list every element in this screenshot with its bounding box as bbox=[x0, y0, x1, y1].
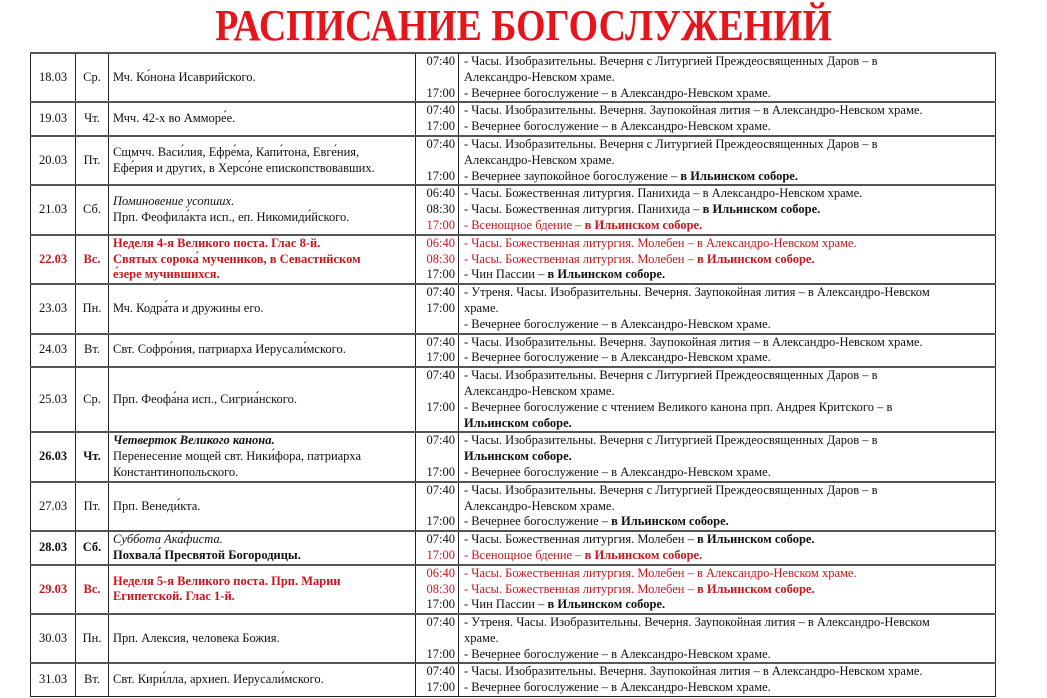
commemoration-line: Прп. Алексия, человека Божия. bbox=[113, 630, 280, 645]
service-time: 08:30 bbox=[426, 251, 455, 266]
row-services bbox=[459, 367, 996, 432]
row-commemoration bbox=[109, 102, 416, 136]
row-date: 31.03 bbox=[31, 663, 76, 696]
schedule-row bbox=[31, 185, 996, 234]
row-commemoration bbox=[109, 663, 416, 696]
service-time: 17:00 bbox=[426, 514, 455, 529]
row-times bbox=[416, 663, 459, 696]
row-services bbox=[459, 482, 996, 531]
service-time: 07:40 bbox=[426, 664, 455, 679]
row-services bbox=[459, 284, 996, 333]
commemoration-line: Мчч. 42-х во Амморе́е. bbox=[113, 111, 236, 126]
service-line: - Вечернее богослужение – в Александро-Невском храме. bbox=[464, 464, 771, 479]
row-commemoration bbox=[109, 185, 416, 234]
commemoration-line: Поминовение усопших. bbox=[113, 194, 235, 209]
row-services bbox=[459, 614, 996, 663]
location-emphasis: в Ильинском соборе. bbox=[611, 514, 729, 529]
commemoration-line: Сщмчч. Васи́лия, Ефре́ма, Капи́тона, Евге́ния, bbox=[113, 144, 360, 159]
location-emphasis: в Ильинском соборе. bbox=[584, 217, 703, 232]
service-line: Александро-Невском храме. bbox=[464, 383, 615, 398]
service-line: - Всенощное бдение – в Ильинском соборе. bbox=[464, 217, 703, 232]
location-emphasis: в Ильинском соборе. bbox=[702, 202, 821, 217]
row-weekday: Пт. bbox=[76, 482, 109, 531]
commemoration-line: Святых сорока́ мучеников, в Севастийском bbox=[113, 251, 361, 266]
service-line: - Часы. Изобразительны. Вечерня с Литургией Преждеосвященных Даров – в bbox=[464, 482, 878, 497]
row-services bbox=[459, 235, 996, 284]
service-time: 17:00 bbox=[426, 597, 455, 612]
service-line: Ильинском соборе. bbox=[464, 415, 572, 430]
row-date: 27.03 bbox=[31, 482, 76, 531]
commemoration-line: е́зере мучившихся. bbox=[113, 267, 220, 282]
row-date: 22.03 bbox=[31, 235, 76, 284]
row-services bbox=[459, 565, 996, 614]
row-services bbox=[459, 136, 996, 185]
row-commemoration bbox=[109, 614, 416, 663]
row-commemoration bbox=[109, 367, 416, 432]
row-services bbox=[459, 102, 996, 136]
service-line: - Часы. Изобразительны. Вечерня с Литургией Преждеосвященных Даров – в bbox=[464, 136, 878, 151]
row-weekday: Ср. bbox=[76, 53, 109, 102]
service-time: 17:00 bbox=[426, 399, 455, 414]
service-time: 17:00 bbox=[426, 267, 455, 282]
row-weekday: Вт. bbox=[76, 334, 109, 368]
service-line: - Часы. Божественная литургия. Панихида – в Александро-Невском храме. bbox=[464, 186, 863, 201]
service-time bbox=[416, 153, 455, 169]
page-title: РАСПИСАНИЕ БОГОСЛУЖЕНИЙ bbox=[215, 1, 832, 50]
service-line: - Вечернее богослужение – в Александро-Невском храме. bbox=[464, 316, 771, 331]
service-time bbox=[416, 631, 455, 647]
service-time: 17:00 bbox=[426, 217, 455, 232]
service-line: - Вечернее богослужение – в Александро-Невском храме. bbox=[464, 119, 771, 134]
service-time: 06:40 bbox=[426, 235, 455, 250]
row-weekday: Чт. bbox=[76, 102, 109, 136]
service-time: 17:00 bbox=[426, 680, 455, 695]
schedule-row bbox=[31, 102, 996, 136]
row-commemoration bbox=[109, 136, 416, 185]
commemoration-line: Суббота Ака́фиста. bbox=[113, 532, 223, 547]
schedule-table bbox=[30, 52, 996, 697]
commemoration-line: Мч. Ко́нона Исаврийского. bbox=[113, 69, 256, 84]
schedule-row bbox=[31, 334, 996, 368]
row-date: 19.03 bbox=[31, 102, 76, 136]
service-line: - Вечернее богослужение – в Александро-Невском храме. bbox=[464, 350, 771, 365]
row-date: 20.03 bbox=[31, 136, 76, 185]
row-commemoration bbox=[109, 432, 416, 481]
commemoration-line: Прп. Феофила́кта исп., еп. Никомиди́йского. bbox=[113, 210, 350, 225]
row-services bbox=[459, 432, 996, 481]
schedule-row bbox=[31, 565, 996, 614]
row-date: 29.03 bbox=[31, 565, 76, 614]
service-time: 17:00 bbox=[426, 168, 455, 183]
row-weekday: Вс. bbox=[76, 235, 109, 284]
service-time: 17:00 bbox=[426, 646, 455, 661]
service-line: - Вечернее богослужение – в Александро-Невском храме. bbox=[464, 85, 771, 100]
commemoration-line: Свт. Кири́лла, архиеп. Иерусали́мского. bbox=[113, 672, 324, 687]
row-weekday: Пн. bbox=[76, 284, 109, 333]
service-time: 07:40 bbox=[426, 368, 455, 383]
service-line: - Часы. Изобразительны. Вечерня с Литургией Преждеосвященных Даров – в bbox=[464, 368, 878, 383]
row-services bbox=[459, 663, 996, 696]
service-line: Александро-Невском храме. bbox=[464, 69, 615, 84]
row-times bbox=[416, 565, 459, 614]
row-commemoration bbox=[109, 235, 416, 284]
service-time: 06:40 bbox=[426, 186, 455, 201]
service-line: - Всенощное бдение – в Ильинском соборе. bbox=[464, 547, 703, 562]
row-times bbox=[416, 235, 459, 284]
row-weekday: Пн. bbox=[76, 614, 109, 663]
service-time: 17:00 bbox=[426, 464, 455, 479]
service-time bbox=[416, 384, 455, 400]
row-commemoration bbox=[109, 482, 416, 531]
service-time: 07:40 bbox=[426, 54, 455, 68]
row-commemoration bbox=[109, 334, 416, 368]
service-line: - Часы. Изобразительны. Вечерня. Заупокойная лития – в Александро-Невском храме. bbox=[464, 103, 923, 118]
row-commemoration bbox=[109, 53, 416, 102]
row-weekday: Сб. bbox=[76, 185, 109, 234]
service-time: 07:40 bbox=[426, 482, 455, 497]
location-emphasis: в Ильинском соборе. bbox=[696, 251, 815, 266]
schedule-row bbox=[31, 482, 996, 531]
service-line: - Часы. Божественная литургия. Молебен – в Александро-Невском храме. bbox=[464, 235, 857, 250]
row-services bbox=[459, 53, 996, 102]
service-line: - Чин Пассии – в Ильинском соборе. bbox=[464, 597, 666, 612]
service-line: - Часы. Божественная литургия. Панихида – в Ильинском соборе. bbox=[464, 202, 821, 217]
row-weekday: Пт. bbox=[76, 136, 109, 185]
row-times bbox=[416, 102, 459, 136]
row-times bbox=[416, 284, 459, 333]
schedule-row bbox=[31, 432, 996, 481]
schedule-row bbox=[31, 531, 996, 565]
service-line: - Вечернее заупокойное богослужение – в Ильинском соборе. bbox=[464, 168, 798, 183]
service-line: Ильинском соборе. bbox=[464, 449, 572, 464]
row-times bbox=[416, 53, 459, 102]
row-services bbox=[459, 531, 996, 565]
row-services bbox=[459, 334, 996, 368]
commemoration-line: Похвала́ Пресвятой Богородицы. bbox=[113, 547, 301, 562]
service-time: 07:40 bbox=[426, 334, 455, 349]
row-date: 25.03 bbox=[31, 367, 76, 432]
row-weekday: Сб. bbox=[76, 531, 109, 565]
service-line: храме. bbox=[464, 630, 499, 645]
service-line: - Часы. Божественная литургия. Молебен – в Ильинском соборе. bbox=[464, 251, 815, 266]
location-emphasis: в Ильинском соборе. bbox=[680, 168, 798, 183]
schedule-row bbox=[31, 235, 996, 284]
service-time: 07:40 bbox=[426, 285, 455, 300]
commemoration-line: Египетской. Глас 1-й. bbox=[113, 589, 235, 604]
service-line: - Часы. Изобразительны. Вечерня. Заупокойная лития – в Александро-Невском храме. bbox=[464, 664, 923, 679]
row-weekday: Чт. bbox=[76, 432, 109, 481]
row-times bbox=[416, 531, 459, 565]
service-line: Александро-Невском храме. bbox=[464, 498, 615, 513]
row-date: 30.03 bbox=[31, 614, 76, 663]
commemoration-line: Мч. Кодра́та и дружины его. bbox=[113, 300, 264, 315]
service-time: 08:30 bbox=[426, 581, 455, 596]
row-commemoration bbox=[109, 531, 416, 565]
row-times bbox=[416, 482, 459, 531]
service-line: - Часы. Изобразительны. Вечерня. Заупокойная лития – в Александро-Невском храме. bbox=[464, 334, 923, 349]
service-line: - Часы. Изобразительны. Вечерня с Литургией Преждеосвященных Даров – в bbox=[464, 54, 878, 68]
service-time bbox=[416, 70, 455, 86]
service-line: - Утреня. Часы. Изобразительны. Вечерня. Заупокойная лития – в Александро-Невском bbox=[464, 285, 930, 300]
service-time: 17:00 bbox=[426, 350, 455, 365]
service-time: 07:40 bbox=[426, 532, 455, 547]
service-line: - Вечернее богослужение – в Ильинском соборе. bbox=[464, 514, 729, 529]
row-date: 23.03 bbox=[31, 284, 76, 333]
service-time bbox=[416, 449, 455, 465]
service-time: 17:00 bbox=[426, 85, 455, 100]
row-times bbox=[416, 334, 459, 368]
row-times bbox=[416, 432, 459, 481]
service-time bbox=[416, 499, 455, 515]
service-time: 17:00 bbox=[426, 300, 455, 315]
row-date: 18.03 bbox=[31, 53, 76, 102]
service-time: 07:40 bbox=[426, 103, 455, 118]
service-time: 08:30 bbox=[426, 202, 455, 217]
service-line: - Вечернее богослужение с чтением Великого канона прп. Андрея Критского – в bbox=[464, 399, 893, 414]
schedule-row bbox=[31, 367, 996, 432]
row-times bbox=[416, 185, 459, 234]
service-time: 07:40 bbox=[426, 615, 455, 630]
commemoration-line: Четверток Великого канона. bbox=[113, 433, 275, 448]
row-services bbox=[459, 185, 996, 234]
row-times bbox=[416, 614, 459, 663]
service-line: - Утреня. Часы. Изобразительны. Вечерня. Заупокойная лития – в Александро-Невском bbox=[464, 615, 930, 630]
service-time: 07:40 bbox=[426, 433, 455, 448]
row-date: 24.03 bbox=[31, 334, 76, 368]
location-emphasis: в Ильинском соборе. bbox=[696, 532, 815, 547]
commemoration-line: Неделя 4-я Великого поста. Глас 8-й. bbox=[113, 235, 321, 250]
row-weekday: Вс. bbox=[76, 565, 109, 614]
service-time: 17:00 bbox=[426, 547, 455, 562]
service-line: - Чин Пассии – в Ильинском соборе. bbox=[464, 267, 666, 282]
location-emphasis: в Ильинском соборе. bbox=[547, 267, 666, 282]
commemoration-line: Перенесение мощей свт. Ники́фора, патриарха bbox=[113, 449, 362, 464]
schedule-row bbox=[31, 53, 996, 102]
service-line: - Часы. Божественная литургия. Молебен – в Ильинском соборе. bbox=[464, 532, 815, 547]
commemoration-line: Прп. Венеди́кта. bbox=[113, 498, 201, 513]
row-commemoration bbox=[109, 284, 416, 333]
commemoration-line: Неделя 5-я Великого поста. Прп. Марии bbox=[113, 573, 341, 588]
commemoration-line: Прп. Феофа́на исп., Сигриа́нского. bbox=[113, 391, 297, 406]
location-emphasis: в Ильинском соборе. bbox=[696, 581, 815, 596]
service-time: 17:00 bbox=[426, 119, 455, 134]
location-emphasis: в Ильинском соборе. bbox=[584, 547, 703, 562]
schedule-row bbox=[31, 614, 996, 663]
commemoration-line: Свт. Софро́ния, патриарха Иерусали́мского. bbox=[113, 342, 346, 357]
schedule-row bbox=[31, 136, 996, 185]
location-emphasis: в Ильинском соборе. bbox=[547, 597, 666, 612]
service-line: Александро-Невском храме. bbox=[464, 152, 615, 167]
row-times bbox=[416, 367, 459, 432]
row-weekday: Вт. bbox=[76, 663, 109, 696]
row-times bbox=[416, 136, 459, 185]
service-line: храме. bbox=[464, 300, 499, 315]
row-date: 28.03 bbox=[31, 531, 76, 565]
schedule-row bbox=[31, 284, 996, 333]
schedule-row bbox=[31, 663, 996, 696]
service-line: - Вечернее богослужение – в Александро-Невском храме. bbox=[464, 680, 771, 695]
row-commemoration bbox=[109, 565, 416, 614]
service-time: 07:40 bbox=[426, 136, 455, 151]
service-line: - Вечернее богослужение – в Александро-Невском храме. bbox=[464, 646, 771, 661]
service-time: 06:40 bbox=[426, 565, 455, 580]
row-weekday: Ср. bbox=[76, 367, 109, 432]
service-line: - Часы. Божественная литургия. Молебен – в Ильинском соборе. bbox=[464, 581, 815, 596]
service-line: - Часы. Изобразительны. Вечерня с Литургией Преждеосвященных Даров – в bbox=[464, 433, 878, 448]
commemoration-line: Константинопольского. bbox=[113, 464, 239, 479]
row-date: 21.03 bbox=[31, 185, 76, 234]
row-date: 26.03 bbox=[31, 432, 76, 481]
commemoration-line: Ефе́рия и других, в Херсо́не епископствовавших. bbox=[113, 160, 375, 175]
service-line: - Часы. Божественная литургия. Молебен – в Александро-Невском храме. bbox=[464, 565, 857, 580]
